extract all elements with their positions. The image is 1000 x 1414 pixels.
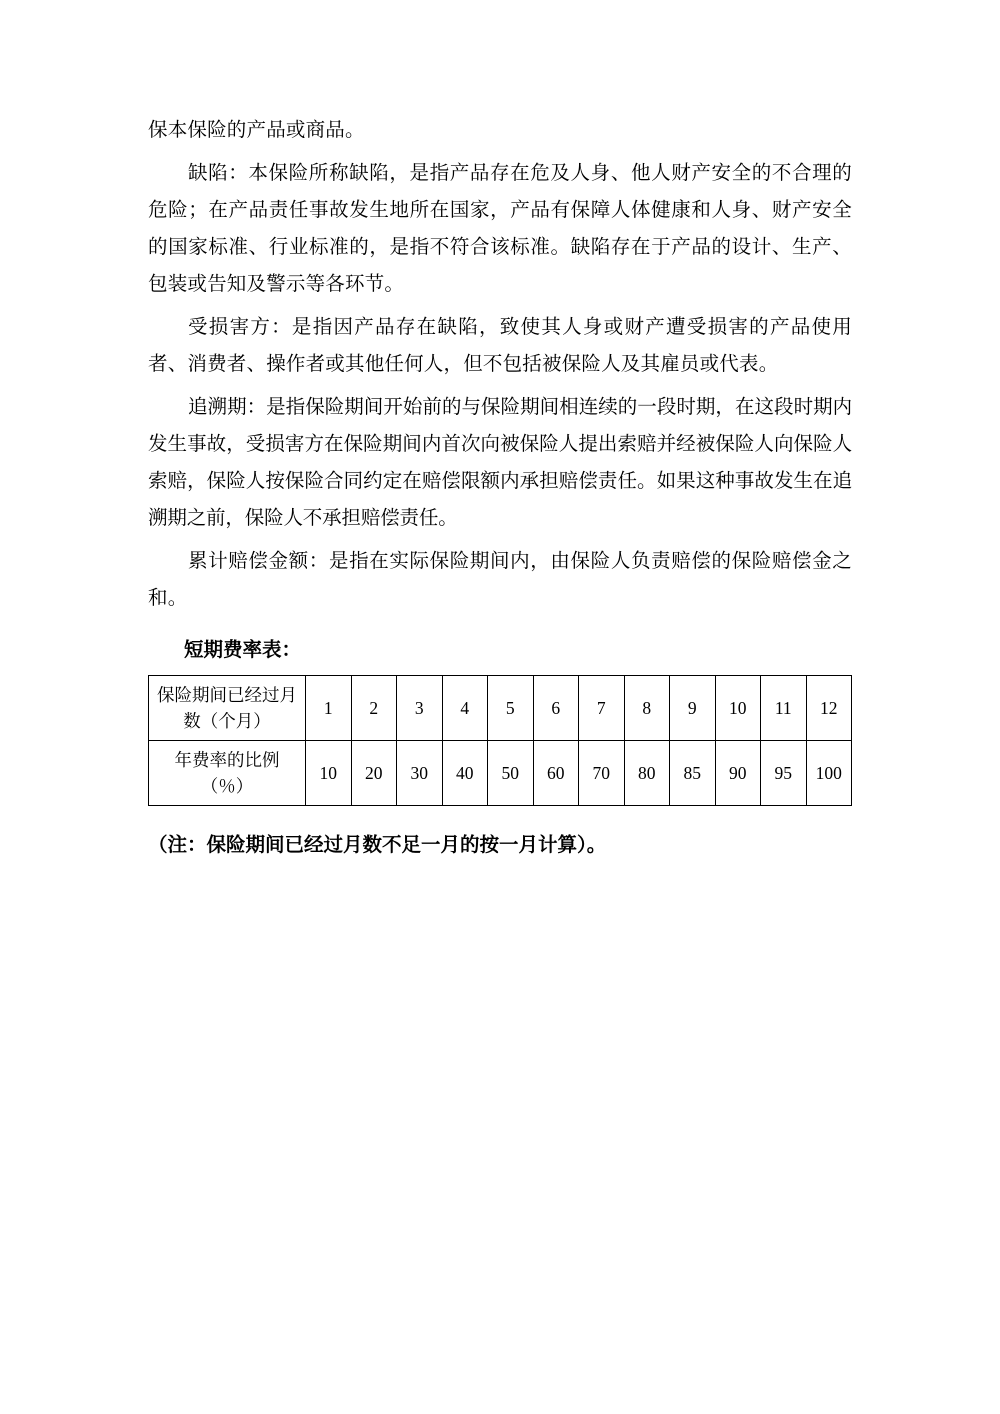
table-cell-rate: 40	[442, 741, 488, 806]
row-label-rates: 年费率的比例（％）	[149, 741, 306, 806]
table-row-rates	[149, 741, 852, 806]
short-rate-table	[148, 675, 852, 806]
table-cell-rate: 80	[624, 741, 670, 806]
paragraph-top: 保本保险的产品或商品。	[148, 120, 365, 141]
table-cell-month: 7	[579, 676, 625, 741]
table-cell-rate: 100	[806, 741, 852, 806]
table-cell-month: 4	[442, 676, 488, 741]
table-cell-rate: 85	[670, 741, 716, 806]
table-cell-rate: 50	[488, 741, 534, 806]
table-cell-rate: 90	[715, 741, 761, 806]
table-cell-rate: 70	[579, 741, 625, 806]
table-cell-month: 8	[624, 676, 670, 741]
table-cell-rate: 10	[306, 741, 352, 806]
paragraph-retroactive-period: 追溯期：是指保险期间开始前的与保险期间相连续的一段时期，在这段时期内发生事故，受损害方在保险期间内首次向被保险人提出索赔并经被保险人向保险人索赔，保险人按保险合同约定在赔偿限额内承担赔偿责任。如果这种事故发生在追溯期之前，保险人不承担赔偿责任。	[148, 397, 852, 529]
table-cell-rate: 20	[351, 741, 397, 806]
table-cell-month: 6	[533, 676, 579, 741]
table-cell-month: 11	[761, 676, 807, 741]
table-cell-month: 3	[397, 676, 443, 741]
table-cell-month: 2	[351, 676, 397, 741]
paragraph-injured-party: 受损害方：是指因产品存在缺陷，致使其人身或财产遭受损害的产品使用者、消费者、操作者或其他任何人，但不包括被保险人及其雇员或代表。	[148, 317, 852, 375]
table-cell-month: 10	[715, 676, 761, 741]
table-cell-rate: 95	[761, 741, 807, 806]
table-row-months	[149, 676, 852, 741]
table-cell-month: 12	[806, 676, 852, 741]
table-cell-month: 9	[670, 676, 716, 741]
table-cell-month: 5	[488, 676, 534, 741]
table-cell-month: 1	[306, 676, 352, 741]
paragraph-defect: 缺陷：本保险所称缺陷，是指产品存在危及人身、他人财产安全的不合理的危险；在产品责任事故发生地所在国家，产品有保障人体健康和人身、财产安全的国家标准、行业标准的，是指不符合该标准。缺陷存在于产品的设计、生产、包装或告知及警示等各环节。	[148, 163, 852, 295]
table-cell-rate: 30	[397, 741, 443, 806]
table-cell-rate: 60	[533, 741, 579, 806]
table-note: （注：保险期间已经过月数不足一月的按一月计算）。	[148, 835, 607, 856]
paragraph-cumulative-amount: 累计赔偿金额：是指在实际保险期间内，由保险人负责赔偿的保险赔偿金之和。	[148, 551, 852, 609]
short-rate-table-heading: 短期费率表：	[184, 640, 302, 661]
row-label-months: 保险期间已经过月数（个月）	[149, 676, 306, 741]
